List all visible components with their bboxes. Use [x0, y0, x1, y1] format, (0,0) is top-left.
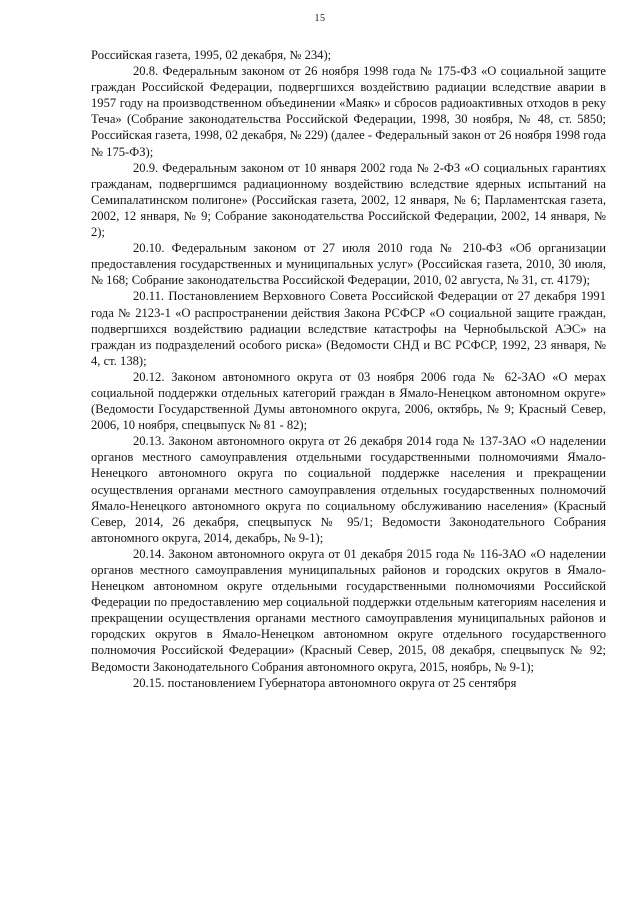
paragraph-20-9: 20.9. Федеральным законом от 10 января 2002 года № 2-ФЗ «О социальных гарантиях гражданам, подвергшимся радиационному воздействию вследствие ядерных испытаний на Семипалатинском полигоне» (Российская газета, 2002, 12 января, № 6; Парламентская газета, 2002, 12 января, № 9; Собрание законодательства Российской Федерации, 2002, 14 января, № 2);: [91, 160, 606, 240]
page-number: 15: [314, 13, 326, 24]
paragraph-continuation: Российская газета, 1995, 02 декабря, № 234);: [91, 48, 332, 62]
paragraph-20-15: 20.15. постановлением Губернатора автономного округа от 25 сентября: [133, 675, 517, 690]
paragraph-20-13: 20.13. Законом автономного округа от 26 декабря 2014 года № 137-ЗАО «О наделении органов местного самоуправления отдельными государственными полномочиями Ямало-Ненецкого автономного округа по социальной поддержке населения и прекращении осуществления органами местного самоуправления отдельных государственных полномочий Ямало-Ненецкого автономного округа по социальному обслуживанию населения» (Красный Север, 2014, 26 декабря, спецвыпуск № 95/1; Ведомости Законодательного Собрания автономного округа, 2014, декабрь, № 9-1);: [91, 434, 606, 545]
document-body: [91, 47, 606, 691]
paragraph-20-11: 20.11. Постановлением Верховного Совета Российской Федерации от 27 декабря 1991 года № 2123-1 «О распространении действия Закона РСФСР «О социальной защите граждан, подвергшихся воздействию радиации вследствие катастрофы на Чернобыльской АЭС» на граждан из подразделений особого риска» (Ведомости СНД и ВС РСФСР, 1992, 23 января, № 4, ст. 138);: [91, 289, 606, 368]
paragraph-20-14: 20.14. Законом автономного округа от 01 декабря 2015 года № 116-ЗАО «О наделении органов местного самоуправления муниципальных районов и городских округов в Ямало-Ненецком автономном округе отдельными государственными полномочиями Российской Федерации по предоставлению мер социальной поддержки отдельным категориям населения и прекращении осуществления органами местного самоуправления муниципальных районов и городских округов в Ямало-Ненецком автономном округе отдельного государственного полномочия Российской Федерации» (Красный Север, 2015, 08 декабря, спецвыпуск № 92; Ведомости Законодательного Собрания автономного округа, 2015, ноябрь, № 9-1);: [91, 546, 606, 674]
paragraph-20-12: 20.12. Законом автономного округа от 03 ноября 2006 года № 62-ЗАО «О мерах социальной поддержки отдельных категорий граждан в Ямало-Ненецком автономном округе» (Ведомости Государственной Думы автономного округа, 2006, октябрь, № 9; Красный Север, 2006, 10 ноября, спецвыпуск № 81 - 82);: [91, 369, 606, 433]
paragraph-20-8: 20.8. Федеральным законом от 26 ноября 1998 года № 175-ФЗ «О социальной защите граждан Российской Федерации, подвергшихся воздействию радиации вследствие аварии в 1957 году на производственном объединении «Маяк» и сбросов радиоактивных отходов в реку Теча» (Собрание законодательства Российской Федерации, 1998, 30 ноября, № 48, ст. 5850; Российская газета, 1998, 02 декабря, № 229) (далее - Федеральный закон от 26 ноября 1998 года № 175-ФЗ);: [91, 64, 606, 159]
paragraph-20-10: 20.10. Федеральным законом от 27 июля 2010 года № 210-ФЗ «Об организации предоставления государственных и муниципальных услуг» (Российская газета, 2010, 30 июля, № 168; Собрание законодательства Российской Федерации, 2010, 02 августа, № 31, ст. 4179);: [91, 241, 606, 288]
